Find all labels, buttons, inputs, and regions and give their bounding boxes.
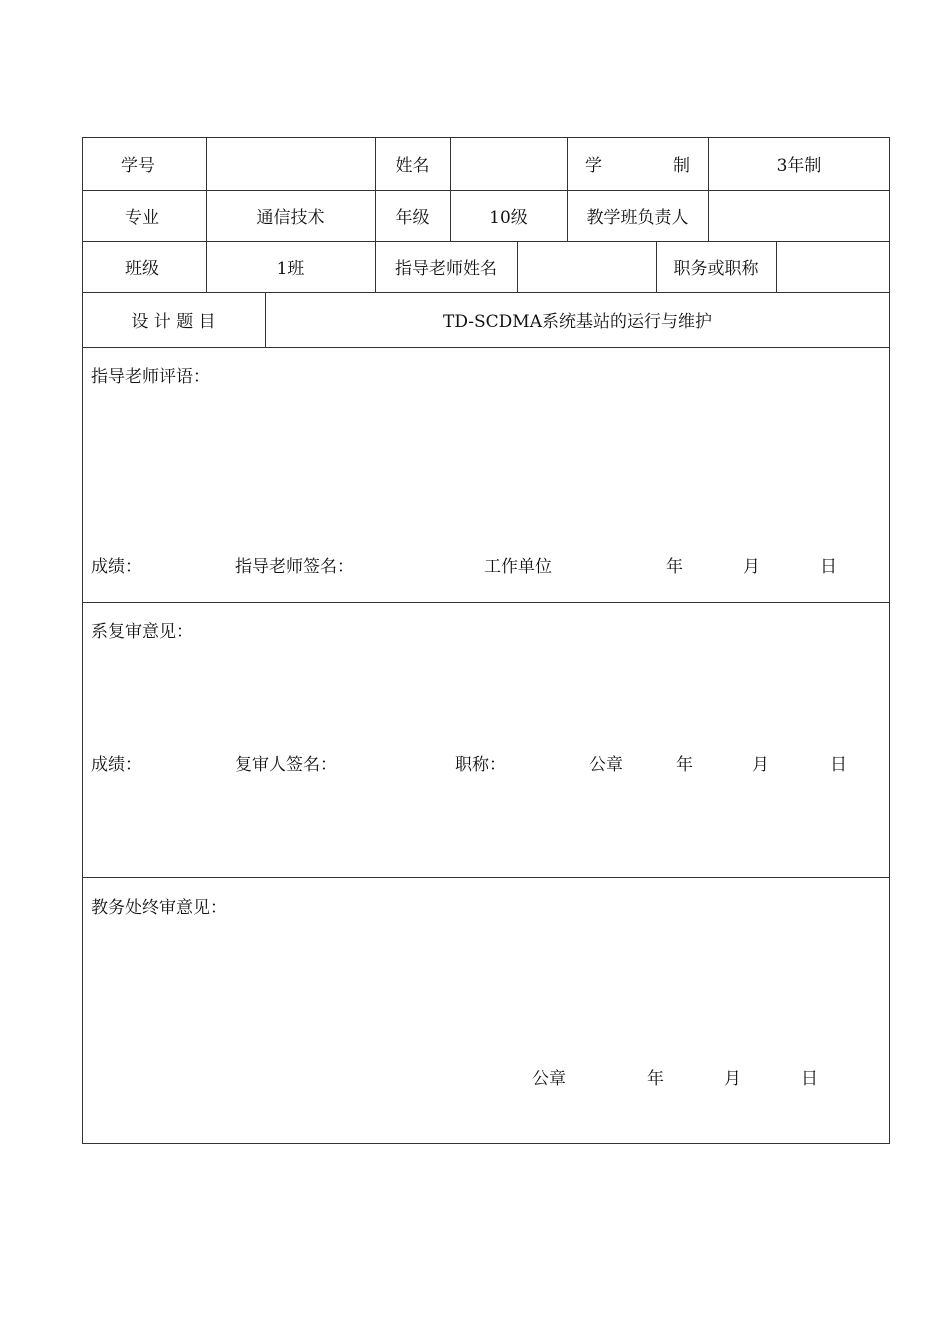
advisor-work-unit-label: 工作单位	[484, 557, 552, 577]
advisor-signature-label: 指导老师签名：	[235, 557, 354, 577]
office-date-day: 日	[801, 1069, 818, 1089]
name-label: 姓名	[395, 156, 430, 176]
school-system-label-part2: 制	[673, 156, 690, 176]
advisor-comments-heading: 指导老师评语：	[91, 367, 210, 387]
dept-score-label: 成绩：	[91, 755, 142, 775]
dept-date-day: 日	[830, 755, 847, 775]
grade-label: 年级	[395, 208, 430, 228]
name-field[interactable]	[450, 137, 567, 190]
advisor-date-month: 月	[743, 557, 760, 577]
dept-title-label: 职称：	[455, 755, 506, 775]
major-value: 通信技术	[256, 208, 325, 228]
office-date-month: 月	[724, 1069, 741, 1089]
dept-date-month: 月	[752, 755, 769, 775]
school-system-label	[567, 137, 708, 190]
office-seal-label: 公章	[532, 1069, 566, 1089]
advisor-date-day: 日	[820, 557, 837, 577]
advisor-title-label: 职务或职称	[673, 259, 759, 279]
design-topic-label: 设 计 题 目	[131, 312, 216, 332]
design-topic-value: TD-SCDMA系统基站的运行与维护	[443, 312, 712, 332]
school-system-label-part1: 学	[585, 156, 602, 176]
dept-reviewer-signature-label: 复审人签名：	[235, 755, 337, 775]
class-label: 班级	[125, 259, 159, 279]
section-divider	[82, 877, 890, 878]
class-leader-label: 教学班负责人	[586, 208, 689, 228]
dept-seal-label: 公章	[589, 755, 623, 775]
advisor-title-field[interactable]	[776, 241, 890, 292]
advisor-score-label: 成绩：	[91, 557, 142, 577]
advisor-name-label: 指导老师姓名	[395, 259, 497, 279]
class-value: 1班	[276, 259, 305, 279]
grade-value: 10级	[489, 208, 528, 228]
school-system-value: 3年制	[776, 156, 822, 176]
section-divider	[82, 602, 890, 603]
student-id-label: 学号	[121, 156, 155, 176]
advisor-date-year: 年	[666, 557, 683, 577]
advisor-name-field[interactable]	[517, 241, 656, 292]
office-date-year: 年	[647, 1069, 664, 1089]
office-final-review-heading: 教务处终审意见：	[91, 898, 227, 918]
class-leader-field[interactable]	[708, 190, 890, 241]
student-id-field[interactable]	[206, 137, 375, 190]
dept-date-year: 年	[676, 755, 693, 775]
dept-review-heading: 系复审意见：	[91, 622, 193, 642]
row-divider	[82, 347, 890, 348]
major-label: 专业	[125, 208, 159, 228]
